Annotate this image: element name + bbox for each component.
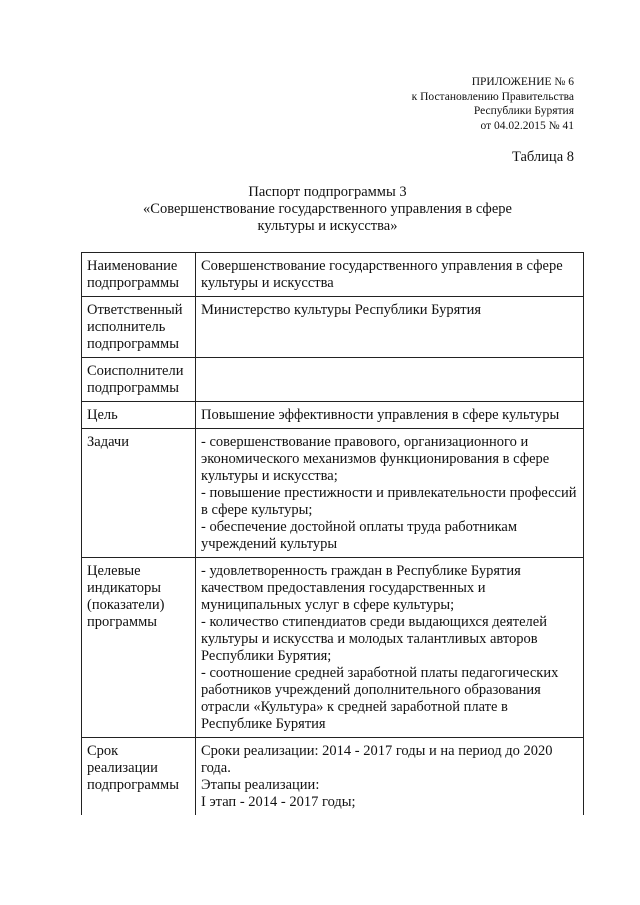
row-value-line: - соотношение средней заработной платы педагогических (201, 665, 559, 681)
row-label-line: подпрограммы (87, 777, 179, 793)
row-value-cell (196, 358, 584, 402)
row-label-line: Цель (87, 407, 118, 423)
row-label-line: Ответственный (87, 302, 183, 318)
row-value-line: - обеспечение достойной оплаты труда работникам (201, 519, 518, 535)
row-label-cell (82, 253, 196, 297)
row-value-cell (196, 297, 584, 358)
row-value-line: отрасли «Культура» к средней заработной плате в (201, 699, 508, 715)
row-value-line: в сфере культуры; (201, 502, 313, 518)
appendix-republic: Республики Бурятия (473, 105, 574, 117)
row-label-line: исполнитель (87, 319, 166, 335)
table-row (82, 297, 584, 358)
row-label-line: подпрограммы (87, 380, 179, 396)
row-value-cell (196, 558, 584, 738)
row-value-line: года. (201, 760, 231, 776)
row-value-cell (196, 402, 584, 429)
appendix-date: от 04.02.2015 № 41 (480, 119, 574, 132)
title-line-2: «Совершенствование государственного управления в сфере (143, 201, 512, 217)
row-label-line: Наименование (87, 258, 178, 274)
row-value-line: Министерство культуры Республики Бурятия (201, 302, 482, 318)
row-value-line: Сроки реализации: 2014 - 2017 годы и на период до 2020 (201, 743, 553, 759)
row-value-cell (196, 253, 584, 297)
table-row (82, 429, 584, 558)
row-value-line: качеством предоставления государственных и (201, 580, 486, 596)
row-value-line: Республике Бурятия (201, 716, 326, 732)
row-value-line: учреждений культуры (201, 536, 338, 552)
table-row (82, 738, 584, 816)
row-label-cell (82, 738, 196, 816)
row-label-line: Срок (87, 743, 119, 759)
row-label-line: Соисполнители (87, 363, 184, 379)
row-value-line: муниципальных услуг в сфере культуры; (201, 597, 455, 613)
table-row (82, 558, 584, 738)
row-value-line: - совершенствование правового, организационного и (201, 434, 529, 450)
row-label-cell (82, 358, 196, 402)
table-row (82, 402, 584, 429)
row-label-line: программы (87, 614, 157, 630)
row-value-line: Совершенствование государственного управления в сфере (201, 258, 563, 274)
document-title (100, 184, 555, 235)
row-label-line: индикаторы (87, 580, 161, 596)
appendix-ref: к Постановлению Правительства (411, 90, 574, 103)
row-label-line: Задачи (87, 434, 129, 450)
row-label-line: Целевые (87, 563, 141, 579)
row-label-cell (82, 402, 196, 429)
row-value-line: Повышение эффективности управления в сфере культуры (201, 407, 560, 423)
title-line-1: Паспорт подпрограммы 3 (248, 184, 407, 200)
row-label-cell (82, 429, 196, 558)
row-value-line: I этап - 2014 - 2017 годы; (201, 794, 356, 810)
row-label-cell (82, 297, 196, 358)
title-line-3: культуры и искусства» (257, 218, 398, 234)
row-value-line: культуры и искусства (201, 275, 334, 291)
row-label-line: реализации (87, 760, 158, 776)
row-value-cell (196, 738, 584, 816)
row-value-line: Республики Бурятия; (201, 648, 332, 664)
table-row (82, 358, 584, 402)
row-label-line: подпрограммы (87, 275, 179, 291)
row-value-line: работников учреждений дополнительного образования (201, 682, 541, 698)
row-value-line: - удовлетворенность граждан в Республике Бурятия (201, 563, 521, 579)
table-row (82, 253, 584, 297)
passport-table (81, 252, 584, 815)
appendix-header (412, 75, 574, 133)
row-label-cell (82, 558, 196, 738)
row-value-line: экономического механизмов функционирования в сфере (201, 451, 550, 467)
row-value-line: культуры и искусства и молодых талантливых авторов (201, 631, 538, 647)
row-value-line: - количество стипендиатов среди выдающихся деятелей (201, 614, 547, 630)
appendix-title: ПРИЛОЖЕНИЕ № 6 (471, 76, 574, 88)
row-value-line: - повышение престижности и привлекательности профессий (201, 485, 577, 501)
row-value-line: Этапы реализации: (201, 777, 320, 793)
row-value-line: культуры и искусства; (201, 468, 338, 484)
table-number: Таблица 8 (511, 149, 574, 165)
row-label-line: (показатели) (87, 597, 165, 613)
row-label-line: подпрограммы (87, 336, 179, 352)
row-value-cell (196, 429, 584, 558)
